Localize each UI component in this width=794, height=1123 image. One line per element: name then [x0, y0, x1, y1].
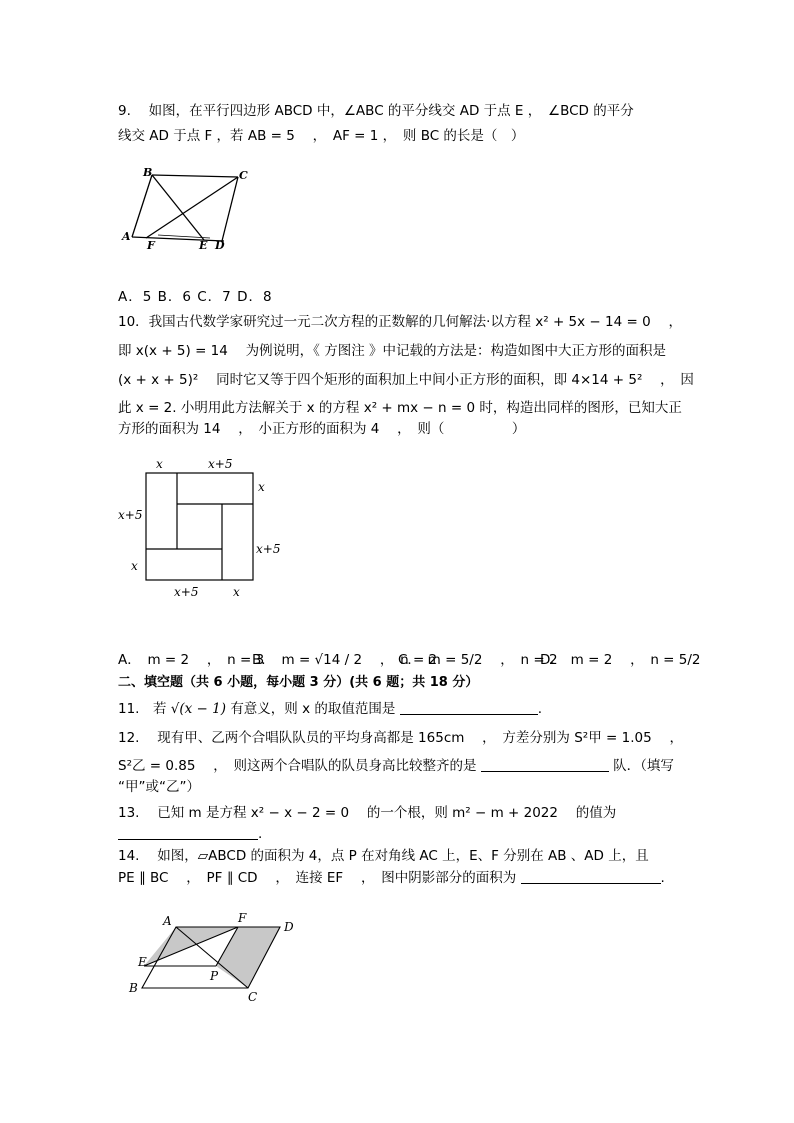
fig10-label-bottom-x5: x+5 [174, 585, 199, 599]
q14-figure [124, 910, 304, 1006]
shaded-quad-fpcd [216, 927, 280, 988]
q12-line2-text: S²乙 = 0.85 ， 则这两个合唱队的队员身高比较整齐的是 [118, 758, 477, 774]
q12-answer-blank[interactable] [481, 757, 609, 772]
fig10-label-top-x: x [156, 457, 163, 471]
q14-answer-blank[interactable] [521, 869, 661, 884]
fig10-label-left-x: x [131, 559, 138, 573]
q10-line3: (x + x + 5)² 同时它又等于四个矩形的面积加上中间小正方形的面积，即 4×14 + 5² ， 因 [118, 372, 694, 388]
fig9-label-E: E [199, 239, 208, 252]
q11-answer-blank[interactable] [400, 700, 538, 715]
q10-figure [116, 455, 286, 603]
fig10-label-top-x5: x+5 [208, 457, 233, 471]
q11-text: 有意义，则 x 的取值范围是 [230, 701, 396, 717]
fig14-label-P: P [210, 969, 219, 983]
fig10-label-right-x5: x+5 [256, 542, 281, 556]
q13-line1: 13. 已知 m 是方程 x² − x − 2 = 0 的一个根，则 m² − m + 2022 的值为 [118, 805, 617, 821]
q14-end: . [660, 870, 665, 886]
fig9-label-C: C [239, 169, 248, 182]
q10-option-b: B． m = √14 / 2 ， n = 2 [252, 652, 438, 668]
q11-expr: √(x − 1) [170, 701, 227, 717]
fig10-label-right-x: x [258, 480, 265, 494]
fig14-label-B: B [129, 981, 138, 995]
q13-line2 [118, 824, 262, 844]
fig9-label-D: D [215, 239, 225, 252]
fig9-label-A: A [122, 230, 131, 243]
q10-option-c: C． m = 5/2 ， n = 2 [398, 652, 558, 668]
q11-end: . [537, 701, 542, 717]
q13-end: . [258, 826, 263, 842]
q10-line4: 此 x = 2. 小明用此方法解关于 x 的方程 x² + mx − n = 0 时，构造出同样的图形，已知大正 [118, 400, 682, 416]
section2-heading: 二、填空题（共 6 小题，每小题 3 分）(共 6 题；共 18 分） [118, 675, 479, 690]
q14-line2-text: PE ∥ BC ， PF ∥ CD ， 连接 EF ， 图中阴影部分的面积为 [118, 870, 517, 886]
q9-figure [118, 165, 258, 255]
q11-line [118, 699, 542, 719]
q12-line3: “甲”或“乙”） [118, 779, 200, 795]
fig14-label-C: C [248, 990, 258, 1004]
fig14-label-F: F [238, 911, 247, 925]
q12-line1: 12. 现有甲、乙两个合唱队队员的平均身高都是 165cm ， 方差分别为 S²甲 = 1.05 ， [118, 730, 683, 746]
q11-prefix: 11. 若 [118, 701, 167, 717]
fig9-label-F: F [147, 239, 155, 252]
fig14-label-E: E [138, 955, 147, 969]
fig9-label-B: B [143, 166, 153, 179]
q12-line2 [118, 756, 674, 776]
q9-options: A．5 B．6 C．7 D．8 [118, 289, 273, 305]
q14-line2 [118, 868, 665, 888]
q10-line2: 即 x(x + 5) = 14 为例说明，《 方图注 》中记载的方法是：构造如图中大正方形的面积是 [118, 343, 666, 359]
fig10-label-bottom-x: x [233, 585, 240, 599]
q10-option-a: A． m = 2 ， n = 3 [118, 652, 265, 668]
q9-line1: 9. 如图，在平行四边形 ABCD 中，∠ABC 的平分线交 AD 于点 E ， ∠BCD 的平分 [118, 103, 634, 119]
q10-line1: 10．我国古代数学家研究过一元二次方程的正数解的几何解法·以方程 x² + 5x − 14 = 0 ， [118, 314, 682, 330]
q9-line2: 线交 AD 于点 F ，若 AB = 5 ， AF = 1 ， 则 BC 的长是（ ） [118, 128, 525, 144]
q12-line2-end: 队．（填写 [613, 758, 674, 774]
fig14-label-D: D [284, 920, 294, 934]
q14-line1: 14. 如图，▱ABCD 的面积为 4，点 P 在对角线 AC 上，E、F 分别在 AB 、AD 上，且 [118, 848, 649, 864]
q13-answer-blank[interactable] [118, 825, 258, 840]
fig14-label-A: A [163, 914, 172, 928]
q10-option-d: D． m = 2 ， n = 5/2 [540, 652, 701, 668]
q10-line5: 方形的面积为 14 ， 小正方形的面积为 4 ， 则（ ） [118, 421, 526, 437]
fig10-label-left-x5: x+5 [118, 508, 143, 522]
